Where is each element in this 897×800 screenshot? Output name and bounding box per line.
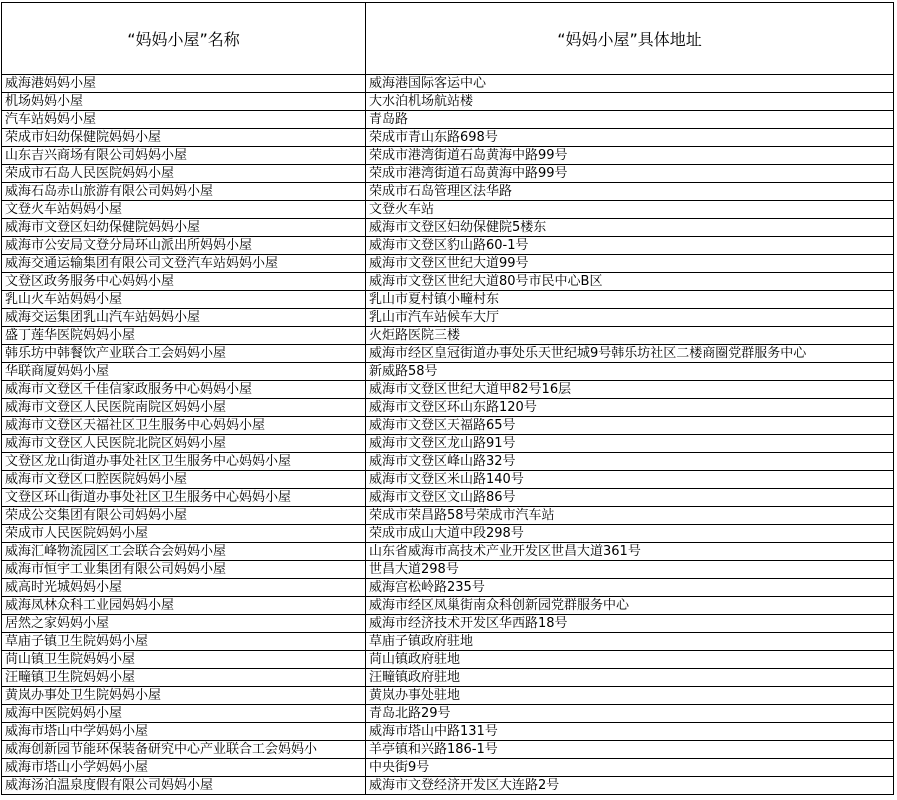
table-row xyxy=(2,633,894,651)
table-row xyxy=(2,525,894,543)
name-cell: 威海创新园节能环保装备研究中心产业联合工会妈妈小 xyxy=(2,741,366,759)
name-cell: 韩乐坊中韩餐饮产业联合工会妈妈小屋 xyxy=(2,345,366,363)
address-cell: 威海市经济技术开发区华西路18号 xyxy=(366,615,894,633)
name-cell: 威海市文登区千佳信家政服务中心妈妈小屋 xyxy=(2,381,366,399)
table-row xyxy=(2,147,894,165)
name-cell: 威海市恒宇工业集团有限公司妈妈小屋 xyxy=(2,561,366,579)
table-row xyxy=(2,705,894,723)
address-cell: 威海市文登区豹山路60-1号 xyxy=(366,237,894,255)
table-row xyxy=(2,417,894,435)
address-cell: 荣成市青山东路698号 xyxy=(366,129,894,147)
name-cell: 荣成市石岛人民医院妈妈小屋 xyxy=(2,165,366,183)
name-cell: 威海交通运输集团有限公司文登汽车站妈妈小屋 xyxy=(2,255,366,273)
table-row xyxy=(2,597,894,615)
address-cell: 威海市文登区世纪大道99号 xyxy=(366,255,894,273)
name-cell: 黄岚办事处卫生院妈妈小屋 xyxy=(2,687,366,705)
name-cell: 汪疃镇卫生院妈妈小屋 xyxy=(2,669,366,687)
address-cell: 大水泊机场航站楼 xyxy=(366,93,894,111)
name-cell: 威海市文登区人民医院北院区妈妈小屋 xyxy=(2,435,366,453)
name-cell: 文登区环山街道办事处社区卫生服务中心妈妈小屋 xyxy=(2,489,366,507)
address-cell: 威海港国际客运中心 xyxy=(366,75,894,93)
address-cell: 威海市文登区米山路140号 xyxy=(366,471,894,489)
address-cell: 荣成市港湾街道石岛黄海中路99号 xyxy=(366,147,894,165)
name-cell: 威高时光城妈妈小屋 xyxy=(2,579,366,597)
name-cell: 威海港妈妈小屋 xyxy=(2,75,366,93)
address-cell: 山东省威海市高技术产业开发区世昌大道361号 xyxy=(366,543,894,561)
name-cell: 威海市文登区妇幼保健院妈妈小屋 xyxy=(2,219,366,237)
table-row xyxy=(2,741,894,759)
table-row xyxy=(2,129,894,147)
address-cell: 威海市文登区世纪大道甲82号16层 xyxy=(366,381,894,399)
address-cell: 威海市经区皇冠街道办事处乐天世纪城9号韩乐坊社区二楼商圈党群服务中心 xyxy=(366,345,894,363)
table-row xyxy=(2,327,894,345)
table-row xyxy=(2,75,894,93)
name-cell: 文登区政务服务中心妈妈小屋 xyxy=(2,273,366,291)
table-row xyxy=(2,489,894,507)
address-cell: 中央街9号 xyxy=(366,759,894,777)
table-row xyxy=(2,363,894,381)
table-row xyxy=(2,579,894,597)
name-cell: 威海市塔山中学妈妈小屋 xyxy=(2,723,366,741)
address-cell: 威海市文登区环山东路120号 xyxy=(366,399,894,417)
table-row xyxy=(2,111,894,129)
table-row xyxy=(2,237,894,255)
name-cell: 苘山镇卫生院妈妈小屋 xyxy=(2,651,366,669)
table-row xyxy=(2,507,894,525)
name-cell: 威海市公安局文登分局环山派出所妈妈小屋 xyxy=(2,237,366,255)
address-cell: 青岛路 xyxy=(366,111,894,129)
name-cell: 威海市文登区人民医院南院区妈妈小屋 xyxy=(2,399,366,417)
address-cell: 汪疃镇政府驻地 xyxy=(366,669,894,687)
table-row xyxy=(2,453,894,471)
table-row xyxy=(2,435,894,453)
table-row xyxy=(2,669,894,687)
address-cell: 威海市文登区妇幼保健院5楼东 xyxy=(366,219,894,237)
name-cell: 山东吉兴商场有限公司妈妈小屋 xyxy=(2,147,366,165)
table-row xyxy=(2,723,894,741)
name-cell: 荣成公交集团有限公司妈妈小屋 xyxy=(2,507,366,525)
name-cell: 威海中医院妈妈小屋 xyxy=(2,705,366,723)
address-cell: 世昌大道298号 xyxy=(366,561,894,579)
name-cell: 乳山火车站妈妈小屋 xyxy=(2,291,366,309)
name-cell: 威海汤泊温泉度假有限公司妈妈小屋 xyxy=(2,777,366,795)
table-row xyxy=(2,165,894,183)
table-row xyxy=(2,255,894,273)
address-cell: 青岛北路29号 xyxy=(366,705,894,723)
header-address: “妈妈小屋”具体地址 xyxy=(366,3,894,75)
address-cell: 荣成市石岛管理区法华路 xyxy=(366,183,894,201)
address-cell: 威海市文登区世纪大道80号市民中心B区 xyxy=(366,273,894,291)
address-cell: 乳山市汽车站候车大厅 xyxy=(366,309,894,327)
table-row xyxy=(2,561,894,579)
name-cell: 盛丁莲华医院妈妈小屋 xyxy=(2,327,366,345)
table-row xyxy=(2,471,894,489)
address-cell: 文登火车站 xyxy=(366,201,894,219)
address-cell: 威海市文登区文山路86号 xyxy=(366,489,894,507)
table-row xyxy=(2,183,894,201)
name-cell: 威海汇峰物流园区工会联合会妈妈小屋 xyxy=(2,543,366,561)
table-row xyxy=(2,273,894,291)
address-cell: 荣成市荣昌路58号荣成市汽车站 xyxy=(366,507,894,525)
address-cell: 乳山市夏村镇小疃村东 xyxy=(366,291,894,309)
name-cell: 文登区龙山街道办事处社区卫生服务中心妈妈小屋 xyxy=(2,453,366,471)
table-row xyxy=(2,219,894,237)
table-row xyxy=(2,651,894,669)
name-cell: 威海市塔山小学妈妈小屋 xyxy=(2,759,366,777)
table-row xyxy=(2,399,894,417)
name-cell: 威海凤林众科工业园妈妈小屋 xyxy=(2,597,366,615)
data-table xyxy=(1,2,894,795)
address-cell: 威海市塔山中路131号 xyxy=(366,723,894,741)
header-row xyxy=(2,3,894,75)
address-cell: 草庙子镇政府驻地 xyxy=(366,633,894,651)
name-cell: 汽车站妈妈小屋 xyxy=(2,111,366,129)
name-cell: 草庙子镇卫生院妈妈小屋 xyxy=(2,633,366,651)
name-cell: 威海市文登区口腔医院妈妈小屋 xyxy=(2,471,366,489)
table-row xyxy=(2,759,894,777)
name-cell: 荣成市人民医院妈妈小屋 xyxy=(2,525,366,543)
name-cell: 荣成市妇幼保健院妈妈小屋 xyxy=(2,129,366,147)
address-cell: 黄岚办事处驻地 xyxy=(366,687,894,705)
address-cell: 羊亭镇和兴路186-1号 xyxy=(366,741,894,759)
table-row xyxy=(2,381,894,399)
name-cell: 机场妈妈小屋 xyxy=(2,93,366,111)
address-cell: 荣成市成山大道中段298号 xyxy=(366,525,894,543)
table-row xyxy=(2,309,894,327)
table-row xyxy=(2,687,894,705)
name-cell: 居然之家妈妈小屋 xyxy=(2,615,366,633)
table-row xyxy=(2,777,894,795)
address-cell: 苘山镇政府驻地 xyxy=(366,651,894,669)
table-row xyxy=(2,93,894,111)
address-cell: 威海市文登经济开发区大连路2号 xyxy=(366,777,894,795)
header-name: “妈妈小屋”名称 xyxy=(2,3,366,75)
table-row xyxy=(2,543,894,561)
name-cell: 威海交运集团乳山汽车站妈妈小屋 xyxy=(2,309,366,327)
address-cell: 威海市文登区峰山路32号 xyxy=(366,453,894,471)
table-row xyxy=(2,615,894,633)
name-cell: 威海石岛赤山旅游有限公司妈妈小屋 xyxy=(2,183,366,201)
name-cell: 文登火车站妈妈小屋 xyxy=(2,201,366,219)
name-cell: 华联商厦妈妈小屋 xyxy=(2,363,366,381)
table-row xyxy=(2,201,894,219)
address-cell: 威海市文登区天福路65号 xyxy=(366,417,894,435)
address-cell: 威海市文登区龙山路91号 xyxy=(366,435,894,453)
address-cell: 威海宫松岭路235号 xyxy=(366,579,894,597)
address-cell: 荣成市港湾街道石岛黄海中路99号 xyxy=(366,165,894,183)
address-cell: 新威路58号 xyxy=(366,363,894,381)
table-row xyxy=(2,345,894,363)
table-row xyxy=(2,291,894,309)
address-cell: 火炬路医院三楼 xyxy=(366,327,894,345)
address-cell: 威海市经区凤巢街南众科创新园党群服务中心 xyxy=(366,597,894,615)
name-cell: 威海市文登区天福社区卫生服务中心妈妈小屋 xyxy=(2,417,366,435)
